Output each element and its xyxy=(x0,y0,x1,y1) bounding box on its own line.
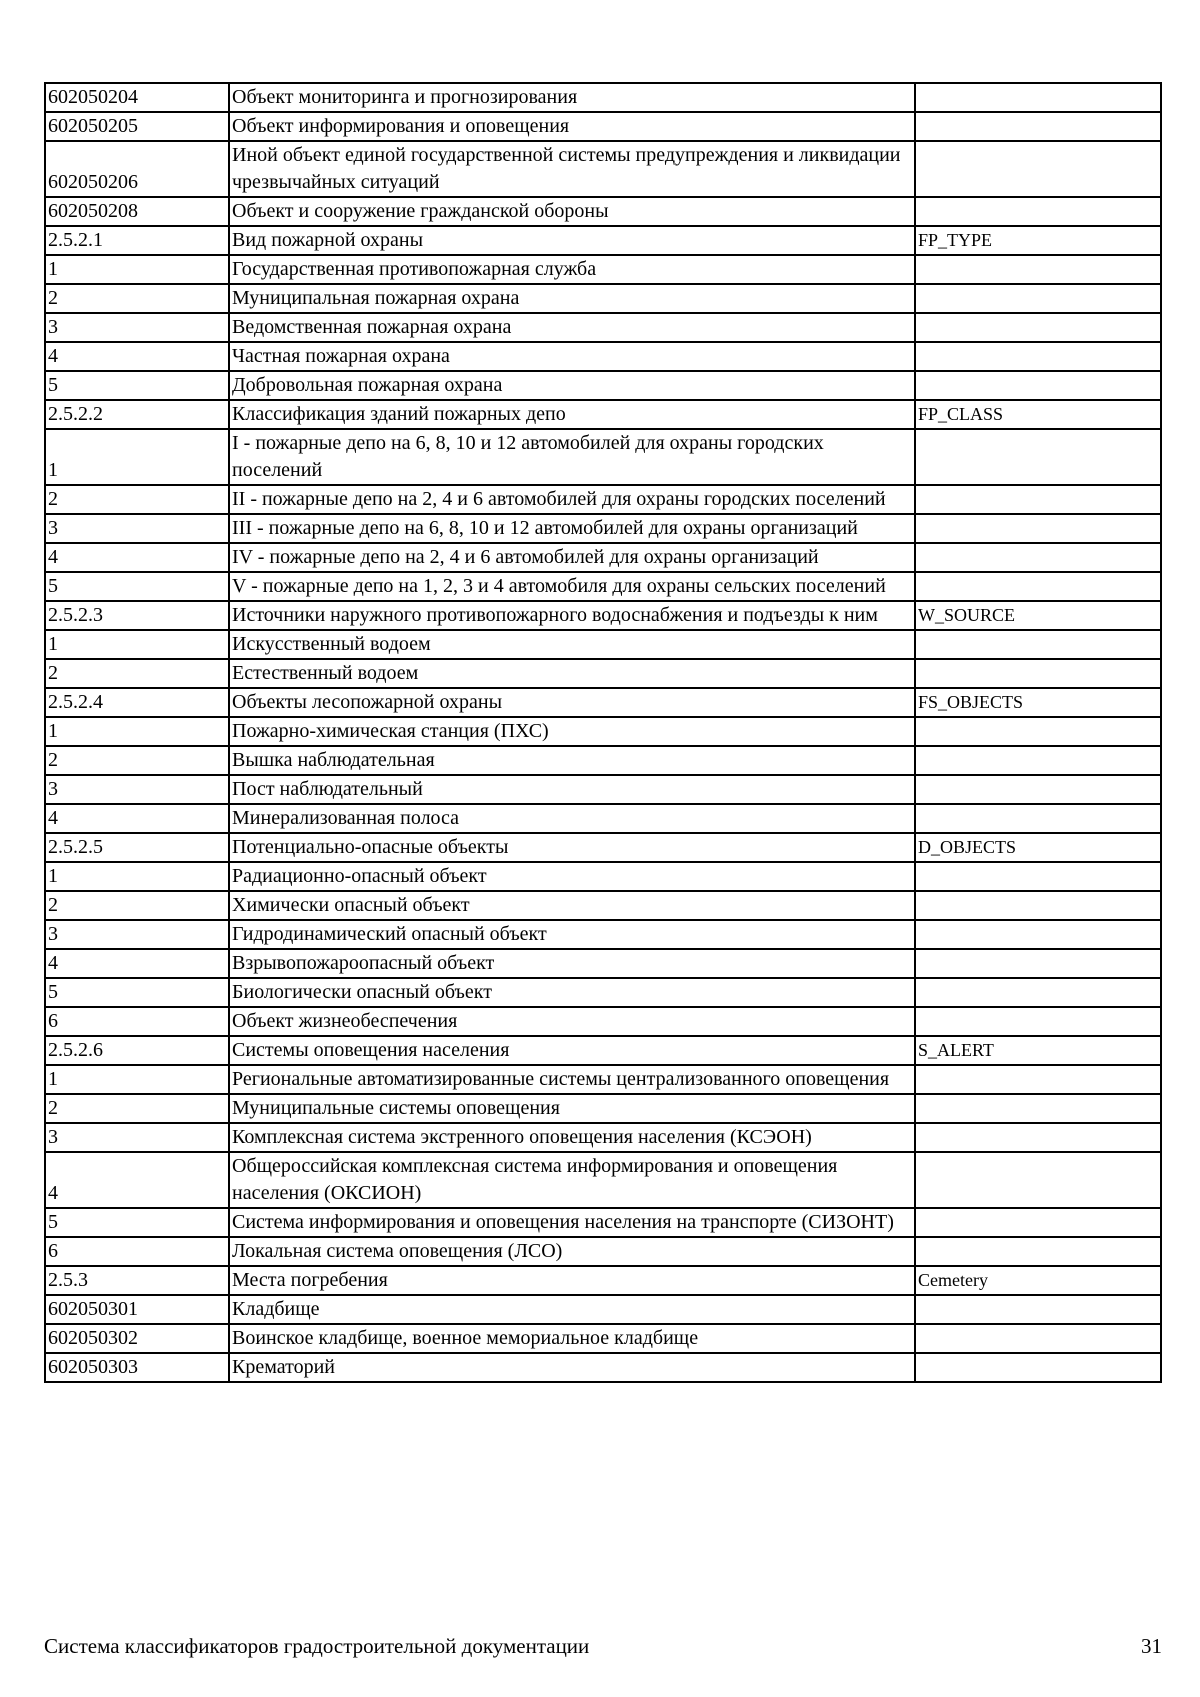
name-cell: Государственная противопожарная служба xyxy=(229,255,915,284)
name-cell: Пост наблюдательный xyxy=(229,775,915,804)
attribute-cell xyxy=(915,572,1161,601)
code-cell: 2 xyxy=(45,746,229,775)
attribute-cell xyxy=(915,630,1161,659)
table-row xyxy=(45,83,1161,112)
attribute-cell: Cemetery xyxy=(915,1266,1161,1295)
attribute-cell: S_ALERT xyxy=(915,1036,1161,1065)
code-cell: 3 xyxy=(45,1123,229,1152)
code-cell: 2 xyxy=(45,284,229,313)
attribute-cell xyxy=(915,1152,1161,1208)
name-cell: Минерализованная полоса xyxy=(229,804,915,833)
classifier-table-body xyxy=(45,83,1161,1382)
table-row xyxy=(45,514,1161,543)
name-cell: Гидродинамический опасный объект xyxy=(229,920,915,949)
code-cell: 4 xyxy=(45,543,229,572)
table-row xyxy=(45,485,1161,514)
attribute-cell xyxy=(915,804,1161,833)
name-cell: Потенциально-опасные объекты xyxy=(229,833,915,862)
name-cell: Локальная система оповещения (ЛСО) xyxy=(229,1237,915,1266)
attribute-cell xyxy=(915,659,1161,688)
name-cell: Классификация зданий пожарных депо xyxy=(229,400,915,429)
table-row xyxy=(45,804,1161,833)
name-cell: IV - пожарные депо на 2, 4 и 6 автомобилей для охраны организаций xyxy=(229,543,915,572)
attribute-cell xyxy=(915,1094,1161,1123)
table-row xyxy=(45,342,1161,371)
table-row xyxy=(45,572,1161,601)
code-cell: 1 xyxy=(45,862,229,891)
table-row xyxy=(45,313,1161,342)
attribute-cell: W_SOURCE xyxy=(915,601,1161,630)
attribute-cell xyxy=(915,1065,1161,1094)
code-cell: 1 xyxy=(45,429,229,485)
attribute-cell xyxy=(915,313,1161,342)
name-cell: Естественный водоем xyxy=(229,659,915,688)
code-cell: 2.5.2.1 xyxy=(45,226,229,255)
code-cell: 1 xyxy=(45,1065,229,1094)
name-cell: II - пожарные депо на 2, 4 и 6 автомобилей для охраны городских поселений xyxy=(229,485,915,514)
code-cell: 602050206 xyxy=(45,141,229,197)
attribute-cell xyxy=(915,949,1161,978)
table-row xyxy=(45,543,1161,572)
table-row xyxy=(45,949,1161,978)
code-cell: 3 xyxy=(45,920,229,949)
attribute-cell xyxy=(915,197,1161,226)
name-cell: Воинское кладбище, военное мемориальное кладбище xyxy=(229,1324,915,1353)
name-cell: Искусственный водоем xyxy=(229,630,915,659)
table-row xyxy=(45,688,1161,717)
attribute-cell xyxy=(915,1324,1161,1353)
attribute-cell xyxy=(915,1295,1161,1324)
code-cell: 2.5.2.2 xyxy=(45,400,229,429)
attribute-cell xyxy=(915,83,1161,112)
table-row xyxy=(45,1237,1161,1266)
code-cell: 1 xyxy=(45,717,229,746)
table-row xyxy=(45,920,1161,949)
name-cell: Система информирования и оповещения населения на транспорте (СИЗОНТ) xyxy=(229,1208,915,1237)
code-cell: 2 xyxy=(45,1094,229,1123)
code-cell: 5 xyxy=(45,978,229,1007)
name-cell: Кладбище xyxy=(229,1295,915,1324)
code-cell: 2.5.3 xyxy=(45,1266,229,1295)
code-cell: 602050303 xyxy=(45,1353,229,1382)
name-cell: Объекты лесопожарной охраны xyxy=(229,688,915,717)
name-cell: Радиационно-опасный объект xyxy=(229,862,915,891)
attribute-cell xyxy=(915,342,1161,371)
table-row xyxy=(45,1353,1161,1382)
code-cell: 602050301 xyxy=(45,1295,229,1324)
code-cell: 602050205 xyxy=(45,112,229,141)
code-cell: 602050204 xyxy=(45,83,229,112)
table-row xyxy=(45,746,1161,775)
attribute-cell xyxy=(915,1007,1161,1036)
attribute-cell xyxy=(915,891,1161,920)
attribute-cell xyxy=(915,920,1161,949)
attribute-cell xyxy=(915,112,1161,141)
attribute-cell xyxy=(915,717,1161,746)
name-cell: Вид пожарной охраны xyxy=(229,226,915,255)
name-cell: Вышка наблюдательная xyxy=(229,746,915,775)
attribute-cell: FP_TYPE xyxy=(915,226,1161,255)
code-cell: 6 xyxy=(45,1237,229,1266)
table-row xyxy=(45,1208,1161,1237)
code-cell: 3 xyxy=(45,313,229,342)
attribute-cell xyxy=(915,543,1161,572)
name-cell: Комплексная система экстренного оповещения населения (КСЭОН) xyxy=(229,1123,915,1152)
name-cell: Объект информирования и оповещения xyxy=(229,112,915,141)
name-cell: Частная пожарная охрана xyxy=(229,342,915,371)
name-cell: Места погребения xyxy=(229,1266,915,1295)
table-row xyxy=(45,659,1161,688)
page-number: 31 xyxy=(1141,1634,1162,1658)
table-row xyxy=(45,775,1161,804)
code-cell: 4 xyxy=(45,804,229,833)
attribute-cell xyxy=(915,284,1161,313)
code-cell: 2 xyxy=(45,659,229,688)
name-cell: Региональные автоматизированные системы централизованного оповещения xyxy=(229,1065,915,1094)
name-cell: Общероссийская комплексная система информирования и оповещения населения (ОКСИОН) xyxy=(229,1152,915,1208)
code-cell: 5 xyxy=(45,371,229,400)
name-cell: I - пожарные депо на 6, 8, 10 и 12 автомобилей для охраны городских поселений xyxy=(229,429,915,485)
attribute-cell xyxy=(915,429,1161,485)
attribute-cell xyxy=(915,141,1161,197)
table-row xyxy=(45,1123,1161,1152)
code-cell: 5 xyxy=(45,572,229,601)
table-row xyxy=(45,1324,1161,1353)
name-cell: Иной объект единой государственной системы предупреждения и ликвидации чрезвычайных ситуаций xyxy=(229,141,915,197)
name-cell: Объект мониторинга и прогнозирования xyxy=(229,83,915,112)
code-cell: 1 xyxy=(45,630,229,659)
name-cell: V - пожарные депо на 1, 2, 3 и 4 автомобиля для охраны сельских поселений xyxy=(229,572,915,601)
page-footer xyxy=(44,1631,1162,1661)
footer-title: Система классификаторов градостроительной документации xyxy=(44,1634,590,1658)
table-row xyxy=(45,1065,1161,1094)
table-row xyxy=(45,978,1161,1007)
name-cell: Муниципальные системы оповещения xyxy=(229,1094,915,1123)
code-cell: 2 xyxy=(45,891,229,920)
code-cell: 2 xyxy=(45,485,229,514)
code-cell: 2.5.2.3 xyxy=(45,601,229,630)
code-cell: 2.5.2.4 xyxy=(45,688,229,717)
table-row xyxy=(45,1295,1161,1324)
table-row xyxy=(45,197,1161,226)
table-row xyxy=(45,1094,1161,1123)
table-row xyxy=(45,400,1161,429)
table-row xyxy=(45,833,1161,862)
table-row xyxy=(45,717,1161,746)
attribute-cell xyxy=(915,978,1161,1007)
attribute-cell xyxy=(915,1237,1161,1266)
table-row xyxy=(45,862,1161,891)
code-cell: 2.5.2.5 xyxy=(45,833,229,862)
table-row xyxy=(45,429,1161,485)
table-row xyxy=(45,226,1161,255)
name-cell: Объект жизнеобеспечения xyxy=(229,1007,915,1036)
table-row xyxy=(45,141,1161,197)
table-row xyxy=(45,284,1161,313)
table-row xyxy=(45,630,1161,659)
name-cell: Муниципальная пожарная охрана xyxy=(229,284,915,313)
code-cell: 1 xyxy=(45,255,229,284)
attribute-cell xyxy=(915,1208,1161,1237)
code-cell: 4 xyxy=(45,949,229,978)
attribute-cell: D_OBJECTS xyxy=(915,833,1161,862)
attribute-cell xyxy=(915,746,1161,775)
table-row xyxy=(45,1152,1161,1208)
code-cell: 6 xyxy=(45,1007,229,1036)
attribute-cell: FP_CLASS xyxy=(915,400,1161,429)
code-cell: 5 xyxy=(45,1208,229,1237)
name-cell: Крематорий xyxy=(229,1353,915,1382)
code-cell: 2.5.2.6 xyxy=(45,1036,229,1065)
table-row xyxy=(45,1007,1161,1036)
name-cell: Химически опасный объект xyxy=(229,891,915,920)
code-cell: 602050208 xyxy=(45,197,229,226)
code-cell: 602050302 xyxy=(45,1324,229,1353)
attribute-cell: FS_OBJECTS xyxy=(915,688,1161,717)
table-row xyxy=(45,891,1161,920)
name-cell: Биологически опасный объект xyxy=(229,978,915,1007)
attribute-cell xyxy=(915,775,1161,804)
attribute-cell xyxy=(915,862,1161,891)
attribute-cell xyxy=(915,255,1161,284)
attribute-cell xyxy=(915,1353,1161,1382)
attribute-cell xyxy=(915,1123,1161,1152)
name-cell: Системы оповещения населения xyxy=(229,1036,915,1065)
classifier-table xyxy=(44,82,1162,1383)
attribute-cell xyxy=(915,371,1161,400)
name-cell: Источники наружного противопожарного водоснабжения и подъезды к ним xyxy=(229,601,915,630)
table-row xyxy=(45,371,1161,400)
attribute-cell xyxy=(915,485,1161,514)
table-row xyxy=(45,112,1161,141)
code-cell: 4 xyxy=(45,342,229,371)
name-cell: III - пожарные депо на 6, 8, 10 и 12 автомобилей для охраны организаций xyxy=(229,514,915,543)
code-cell: 3 xyxy=(45,775,229,804)
name-cell: Пожарно-химическая станция (ПХС) xyxy=(229,717,915,746)
attribute-cell xyxy=(915,514,1161,543)
name-cell: Добровольная пожарная охрана xyxy=(229,371,915,400)
code-cell: 4 xyxy=(45,1152,229,1208)
table-row xyxy=(45,1266,1161,1295)
table-row xyxy=(45,601,1161,630)
code-cell: 3 xyxy=(45,514,229,543)
table-row xyxy=(45,255,1161,284)
table-row xyxy=(45,1036,1161,1065)
name-cell: Взрывопожароопасный объект xyxy=(229,949,915,978)
name-cell: Ведомственная пожарная охрана xyxy=(229,313,915,342)
name-cell: Объект и сооружение гражданской обороны xyxy=(229,197,915,226)
